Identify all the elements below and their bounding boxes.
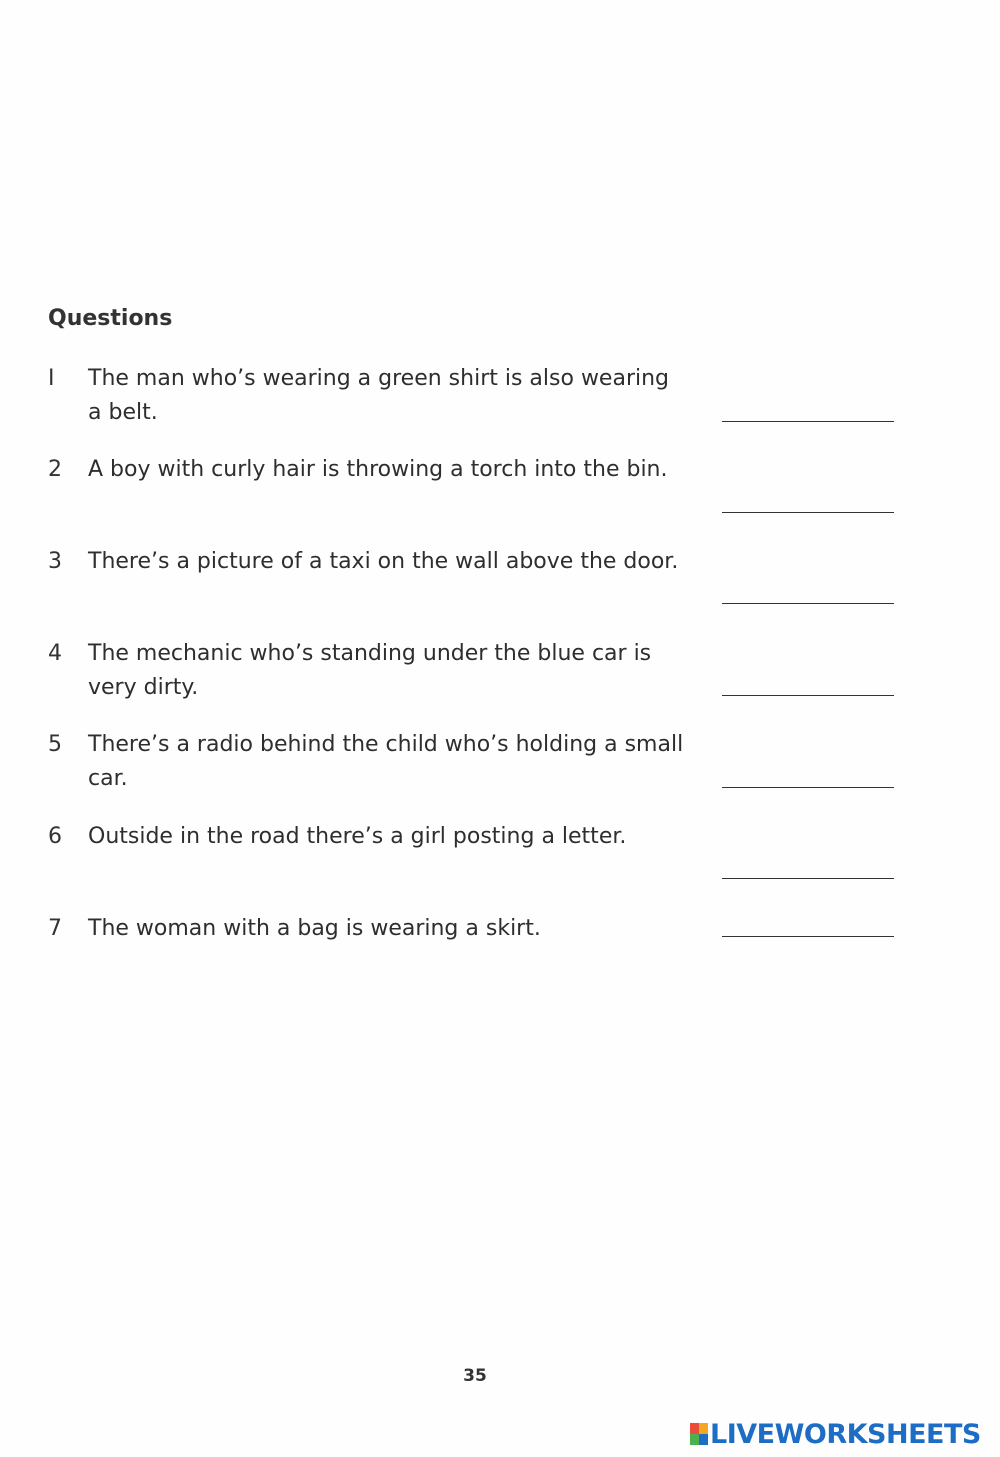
page-number: 35 [463,1366,487,1386]
answer-blank[interactable] [722,421,894,422]
question-text: The man who’s wearing a green shirt is also wearing a belt. [88,366,670,425]
question-item [0,545,1000,605]
answer-blank[interactable] [722,603,894,604]
watermark-text: LIVEWORKSHEETS [710,1418,981,1450]
answer-blank[interactable] [722,787,894,788]
answer-blank[interactable] [722,878,894,879]
section-heading: Questions [48,306,173,331]
answer-blank[interactable] [722,936,894,937]
question-item [0,820,1000,880]
question-number: I [48,366,55,391]
question-number: 5 [48,732,62,757]
question-text: The mechanic who’s standing under the blue car is very dirty. [88,641,652,700]
question-number: 4 [48,641,62,666]
liveworksheets-logo-icon [690,1423,708,1445]
question-text: A boy with curly hair is throwing a torch into the bin. [88,457,668,482]
question-number: 7 [48,916,62,941]
question-number: 3 [48,549,62,574]
question-item [0,637,1000,700]
question-number: 6 [48,824,62,849]
liveworksheets-watermark [690,1414,981,1454]
question-text: The woman with a bag is wearing a skirt. [88,916,541,941]
answer-blank[interactable] [722,512,894,513]
question-text: There’s a picture of a taxi on the wall above the door. [88,549,679,574]
question-number: 2 [48,457,62,482]
question-item [0,912,1000,972]
question-text: Outside in the road there’s a girl posting a letter. [88,824,627,849]
question-item [0,453,1000,513]
answer-blank[interactable] [722,695,894,696]
question-item [0,728,1000,791]
question-item [0,362,1000,425]
question-text: There’s a radio behind the child who’s holding a small car. [88,732,684,791]
